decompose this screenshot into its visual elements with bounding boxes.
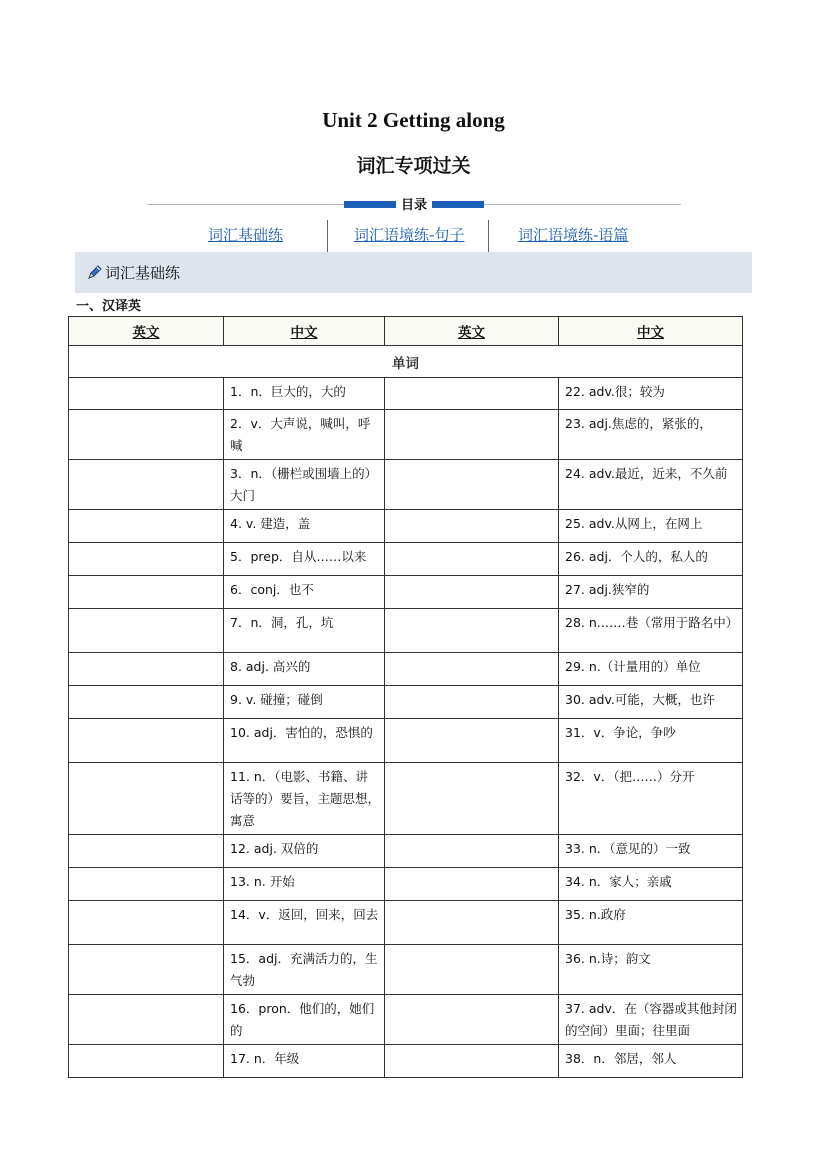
chinese-meaning: 14．v．返回，回来，回去 (224, 901, 385, 945)
english-answer-blank[interactable] (385, 945, 559, 995)
english-answer-blank[interactable] (385, 1045, 559, 1078)
english-answer-blank[interactable] (385, 835, 559, 868)
table-row (69, 763, 743, 835)
chinese-meaning: 36. n.诗；韵文 (559, 945, 743, 995)
english-answer-blank[interactable] (385, 410, 559, 460)
table-row (69, 543, 743, 576)
chinese-meaning: 35. n.政府 (559, 901, 743, 945)
toc-separator (488, 220, 489, 252)
part-title: 一、汉译英 (76, 299, 142, 314)
table-row (69, 653, 743, 686)
toc-label: 目录 (396, 194, 432, 213)
chinese-meaning: 15．adj．充满活力的，生气勃 (224, 945, 385, 995)
chinese-meaning: 16．pron．他们的，她们的 (224, 995, 385, 1045)
document-title: Unit 2 Getting along (322, 108, 505, 132)
table-row (69, 945, 743, 995)
chinese-meaning: 32．v．（把……）分开 (559, 763, 743, 835)
chinese-meaning: 38．n．邻居，邻人 (559, 1045, 743, 1078)
english-answer-blank[interactable] (69, 460, 224, 510)
english-answer-blank[interactable] (69, 868, 224, 901)
english-answer-blank[interactable] (69, 609, 224, 653)
chinese-meaning: 34. n．家人；亲戚 (559, 868, 743, 901)
english-answer-blank[interactable] (385, 510, 559, 543)
english-answer-blank[interactable] (385, 901, 559, 945)
english-answer-blank[interactable] (385, 609, 559, 653)
chinese-meaning: 25. adv.从网上，在网上 (559, 510, 743, 543)
chinese-meaning: 33. n．（意见的）一致 (559, 835, 743, 868)
chinese-meaning: 6．conj．也不 (224, 576, 385, 609)
chinese-meaning: 10. adj．害怕的，恐惧的 (224, 719, 385, 763)
column-header-english: 英文 (69, 317, 224, 346)
table-row (69, 995, 743, 1045)
chinese-meaning: 13. n. 开始 (224, 868, 385, 901)
english-answer-blank[interactable] (69, 576, 224, 609)
english-answer-blank[interactable] (69, 835, 224, 868)
chinese-meaning: 27. adj.狭窄的 (559, 576, 743, 609)
column-header-chinese: 中文 (224, 317, 385, 346)
english-answer-blank[interactable] (69, 686, 224, 719)
group-row (69, 346, 743, 378)
chinese-meaning: 37. adv．在（容器或其他封闭的空间）里面；往里面 (559, 995, 743, 1045)
english-answer-blank[interactable] (385, 460, 559, 510)
english-answer-blank[interactable] (69, 1045, 224, 1078)
english-answer-blank[interactable] (385, 378, 559, 410)
table-row (69, 686, 743, 719)
group-label: 单词 (69, 346, 743, 378)
column-header-english: 英文 (385, 317, 559, 346)
toc-link-context-passage[interactable]: 词汇语境练-语篇 (518, 226, 629, 244)
english-answer-blank[interactable] (69, 653, 224, 686)
english-answer-blank[interactable] (69, 719, 224, 763)
table-row (69, 835, 743, 868)
toc-bar-right (431, 201, 484, 208)
chinese-meaning: 31．v．争论，争吵 (559, 719, 743, 763)
table-row (69, 410, 743, 460)
table-row (69, 1045, 743, 1078)
table-row (69, 901, 743, 945)
english-answer-blank[interactable] (385, 686, 559, 719)
toc-separator (327, 220, 328, 252)
toc-link-context-sentence[interactable]: 词汇语境练-句子 (354, 226, 465, 244)
chinese-meaning: 3．n．（栅栏或围墙上的）大门 (224, 460, 385, 510)
toc-link-basic-practice[interactable]: 词汇基础练 (208, 226, 284, 244)
english-answer-blank[interactable] (385, 543, 559, 576)
english-answer-blank[interactable] (385, 719, 559, 763)
chinese-meaning: 24. adv.最近，近来，不久前 (559, 460, 743, 510)
chinese-meaning: 5．prep．自从……以来 (224, 543, 385, 576)
chinese-meaning: 29. n.（计量用的）单位 (559, 653, 743, 686)
chinese-meaning: 23. adj.焦虑的，紧张的， (559, 410, 743, 460)
table-row (69, 510, 743, 543)
chinese-meaning: 12. adj. 双倍的 (224, 835, 385, 868)
english-answer-blank[interactable] (385, 995, 559, 1045)
chinese-meaning: 4. v. 建造，盖 (224, 510, 385, 543)
english-answer-blank[interactable] (69, 378, 224, 410)
chinese-meaning: 17. n．年级 (224, 1045, 385, 1078)
table-row (69, 460, 743, 510)
english-answer-blank[interactable] (69, 763, 224, 835)
toc-bar-left (344, 201, 397, 208)
english-answer-blank[interactable] (385, 868, 559, 901)
english-answer-blank[interactable] (385, 576, 559, 609)
chinese-meaning: 28. n.……巷（常用于路名中） (559, 609, 743, 653)
column-header-chinese: 中文 (559, 317, 743, 346)
table-row (69, 576, 743, 609)
section-title: 词汇基础练 (105, 264, 181, 282)
table-header-row (69, 317, 743, 346)
english-answer-blank[interactable] (385, 653, 559, 686)
english-answer-blank[interactable] (69, 901, 224, 945)
english-answer-blank[interactable] (69, 995, 224, 1045)
english-answer-blank[interactable] (385, 763, 559, 835)
table-row (69, 378, 743, 410)
table-row (69, 719, 743, 763)
english-answer-blank[interactable] (69, 543, 224, 576)
english-answer-blank[interactable] (69, 410, 224, 460)
vocabulary-table (68, 316, 743, 1078)
table-row (69, 868, 743, 901)
chinese-meaning: 11. n．（电影、书籍、讲话等的）要旨，主题思想，寓意 (224, 763, 385, 835)
chinese-meaning: 26. adj．个人的，私人的 (559, 543, 743, 576)
chinese-meaning: 1．n．巨大的，大的 (224, 378, 385, 410)
chinese-meaning: 30. adv.可能，大概，也许 (559, 686, 743, 719)
english-answer-blank[interactable] (69, 510, 224, 543)
document-subtitle: 词汇专项过关 (356, 155, 471, 177)
english-answer-blank[interactable] (69, 945, 224, 995)
chinese-meaning: 22. adv.很；较为 (559, 378, 743, 410)
table-row (69, 609, 743, 653)
chinese-meaning: 8. adj. 高兴的 (224, 653, 385, 686)
pencil-icon (86, 263, 104, 281)
chinese-meaning: 7．n．洞，孔，坑 (224, 609, 385, 653)
chinese-meaning: 9. v. 碰撞；碰倒 (224, 686, 385, 719)
chinese-meaning: 2．v．大声说，喊叫，呼喊 (224, 410, 385, 460)
